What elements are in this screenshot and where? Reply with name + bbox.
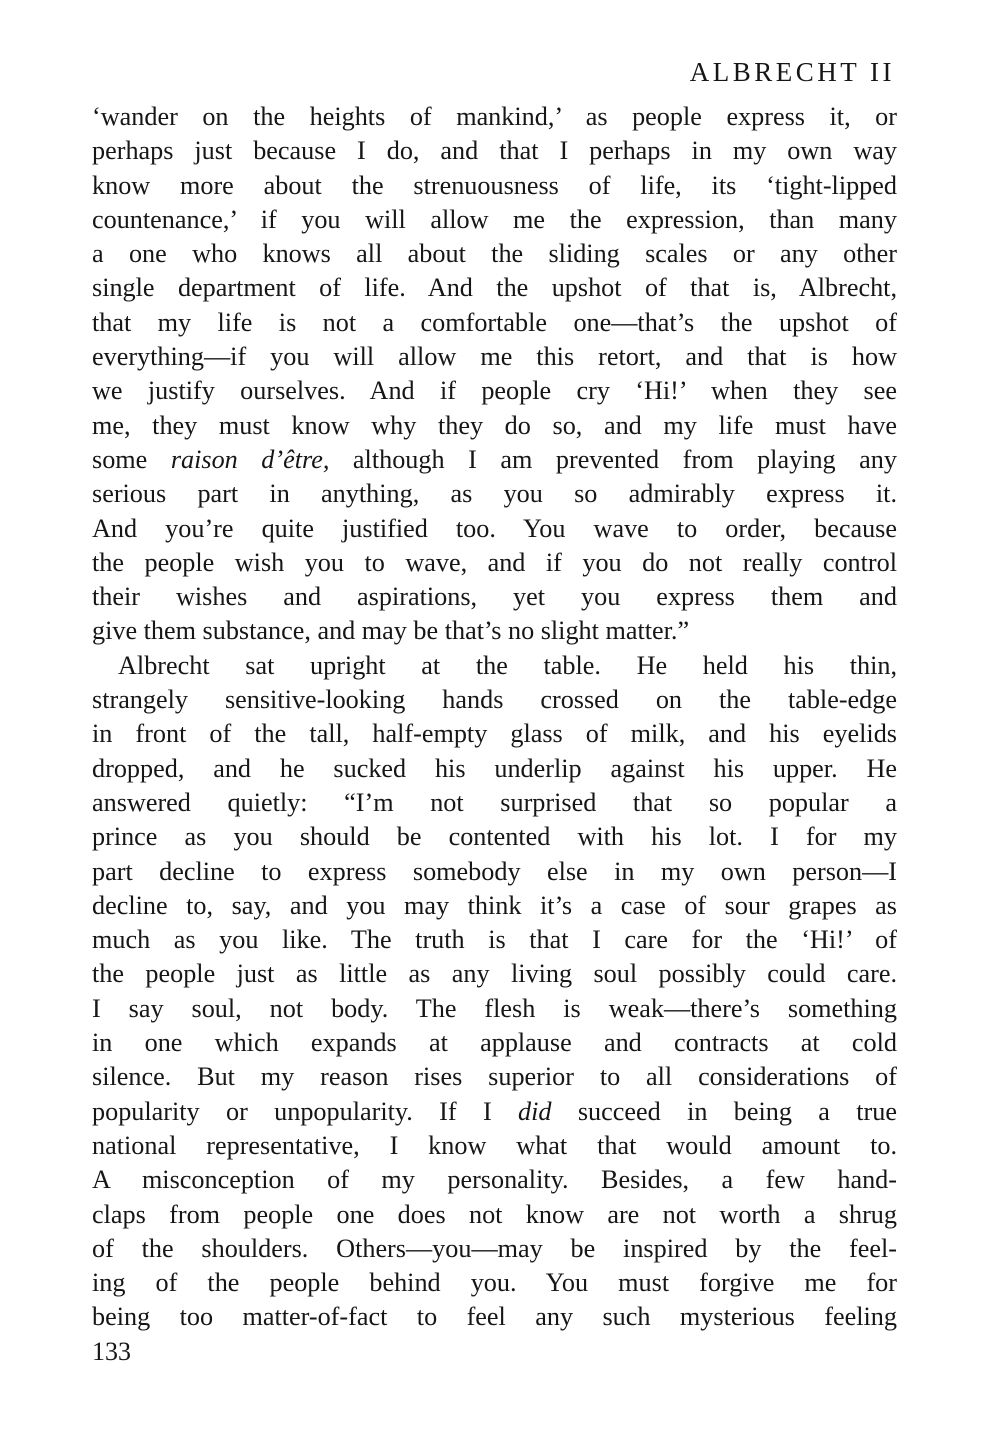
text-line: their wishes and aspirations, yet you express them and bbox=[92, 582, 897, 612]
book-page bbox=[92, 54, 897, 1369]
raison-after: although I am prevented from playing any bbox=[329, 444, 897, 474]
text-line: everything—if you will allow me this retort, and that is how bbox=[92, 342, 897, 372]
text-line: the people wish you to wave, and if you do not really control bbox=[92, 547, 897, 577]
page-number: 133 bbox=[92, 1336, 131, 1366]
text-line: ing of the people behind you. You must forgive me for bbox=[92, 1268, 897, 1298]
running-head: ALBRECHT II bbox=[689, 57, 895, 87]
text-line: ‘wander on the heights of mankind,’ as people express it, or bbox=[92, 102, 897, 131]
text-line: answered quietly: “I’m not surprised that so popular a bbox=[92, 787, 897, 817]
did-italic: did bbox=[518, 1096, 552, 1126]
text-line: silence. But my reason rises superior to all considerations of bbox=[92, 1062, 897, 1092]
text-line: I say soul, not body. The flesh is weak—there’s something bbox=[92, 993, 897, 1023]
text-line: countenance,’ if you will allow me the expression, than many bbox=[92, 204, 897, 234]
raison-italic: raison d’être, bbox=[170, 444, 330, 474]
text-line: the people just as little as any living soul possibly could care. bbox=[92, 959, 897, 989]
text-line: of the shoulders. Others—you—may be inspired by the feel- bbox=[92, 1233, 897, 1263]
text-line: strangely sensitive-looking hands crossed on the table-edge bbox=[92, 685, 897, 715]
did-before: popularity or unpopularity. If I bbox=[92, 1096, 519, 1126]
text-line: that my life is not a comfortable one—that’s the upshot of bbox=[92, 307, 897, 337]
text-line: perhaps just because I do, and that I perhaps in my own way bbox=[92, 136, 897, 166]
text-line: single department of life. And the upshot of that is, Albrecht, bbox=[92, 273, 897, 303]
text-line: in front of the tall, half-empty glass of milk, and his eyelids bbox=[92, 719, 897, 749]
text-line: A misconception of my personality. Besides, a few hand- bbox=[92, 1165, 897, 1195]
text-line: prince as you should be contented with his lot. I for my bbox=[92, 822, 897, 852]
text-line: national representative, I know what that would amount to. bbox=[92, 1130, 897, 1160]
text-line: a one who knows all about the sliding scales or any other bbox=[92, 239, 897, 269]
text-line-did bbox=[92, 1095, 897, 1129]
text-line: give them substance, and may be that’s no slight matter.” bbox=[92, 616, 690, 646]
did-after: succeed in being a true bbox=[551, 1096, 897, 1126]
text-line: me, they must know why they do so, and my life must have bbox=[92, 410, 897, 440]
text-line: know more about the strenuousness of life, its ‘tight-lipped bbox=[92, 170, 897, 200]
body-text bbox=[92, 100, 897, 1335]
text-line-raison bbox=[92, 443, 897, 477]
text-line: being too matter-of-fact to feel any such mysterious feeling bbox=[92, 1302, 897, 1332]
text-line: in one which expands at applause and contracts at cold bbox=[92, 1028, 897, 1058]
text-line: decline to, say, and you may think it’s a case of sour grapes as bbox=[92, 890, 897, 920]
text-line: much as you like. The truth is that I care for the ‘Hi!’ of bbox=[92, 925, 897, 955]
raison-before: some bbox=[92, 444, 171, 474]
text-line: claps from people one does not know are not worth a shrug bbox=[92, 1199, 897, 1229]
text-line: dropped, and he sucked his underlip against his upper. He bbox=[92, 753, 897, 783]
text-line: And you’re quite justified too. You wave to order, because bbox=[92, 513, 897, 543]
text-line: serious part in anything, as you so admirably express it. bbox=[92, 479, 897, 509]
text-line: we justify ourselves. And if people cry ‘Hi!’ when they see bbox=[92, 376, 897, 406]
text-line: Albrecht sat upright at the table. He held his thin, bbox=[118, 650, 897, 680]
text-line: part decline to express somebody else in my own person—I bbox=[92, 856, 897, 886]
